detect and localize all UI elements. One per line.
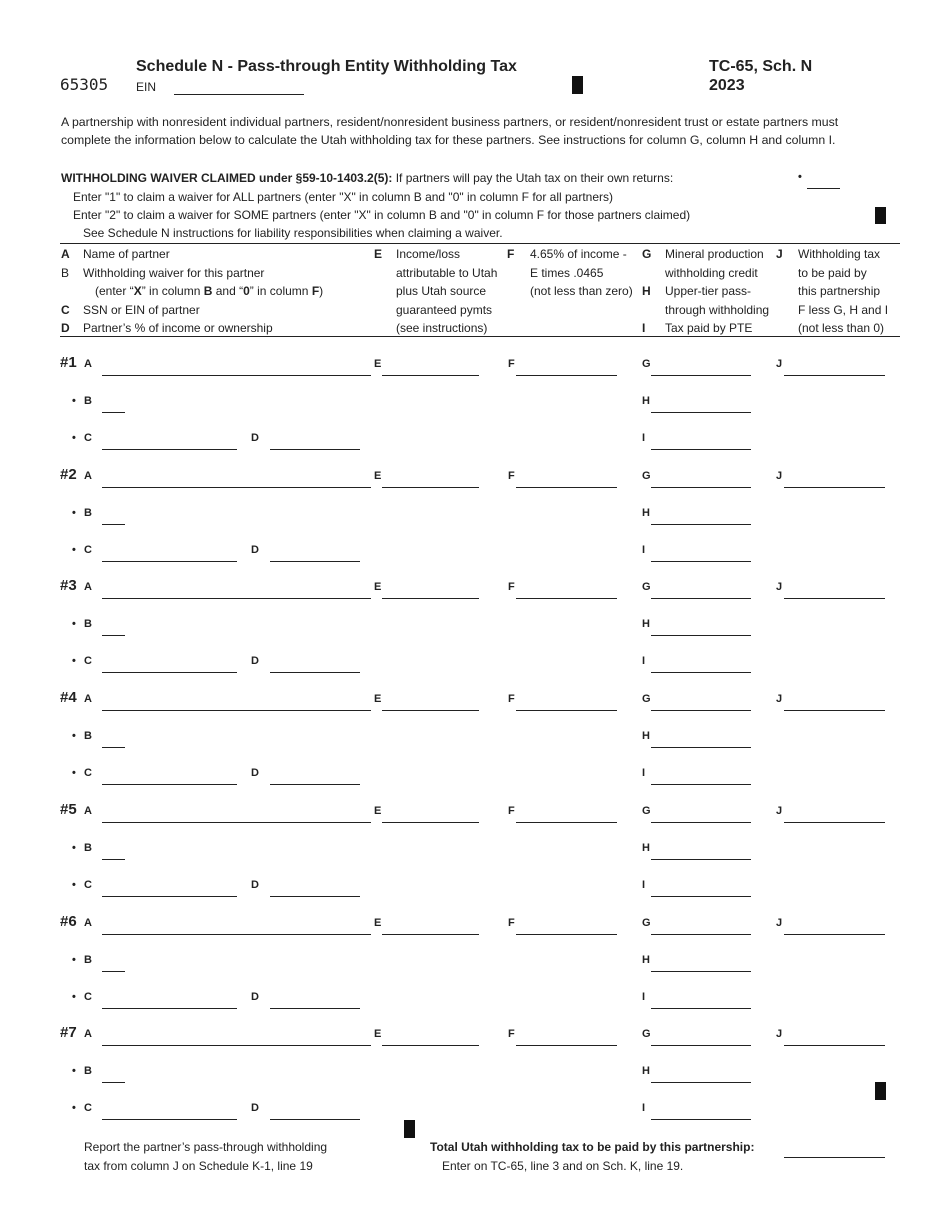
waiver-input[interactable] [102, 955, 125, 972]
income-input[interactable] [382, 694, 479, 711]
col-g-key: G [642, 247, 652, 261]
ownership-percent-input[interactable] [270, 768, 360, 785]
col-ghi-label: Mineral production withholding credit Upper-tier pass- through withholding Tax paid by PTE [665, 247, 770, 336]
income-input[interactable] [382, 471, 479, 488]
partner-number: #4 [60, 689, 77, 706]
income-input[interactable] [382, 1029, 479, 1046]
scan-mark [404, 1120, 415, 1138]
label-b: B [84, 507, 92, 519]
ownership-percent-input[interactable] [270, 433, 360, 450]
form-title: Schedule N - Pass-through Entity Withholding Tax [136, 58, 517, 75]
bullet: • [72, 1102, 76, 1114]
mineral-credit-input[interactable] [651, 359, 751, 376]
col-e-label: Income/loss attributable to Utah plus Utah source guaranteed pymts (see instructions) [396, 247, 498, 336]
bullet: • [72, 544, 76, 556]
footer-note-1: Report the partner’s pass-through withholding [84, 1140, 328, 1154]
waiver-title: WITHHOLDING WAIVER CLAIMED under §59-10-1403.2(5): [61, 171, 393, 185]
label-d: D [251, 432, 259, 444]
partner-name-input[interactable] [102, 694, 371, 711]
bullet: • [72, 767, 76, 779]
label-h: H [642, 507, 650, 519]
partner-number: #2 [60, 466, 77, 483]
label-d: D [251, 991, 259, 1003]
bullet: • [72, 954, 76, 966]
label-e: E [374, 1028, 382, 1040]
ownership-percent-input[interactable] [270, 1103, 360, 1120]
col-d-label: Partner’s % of income or ownership [83, 321, 273, 336]
label-c: C [84, 991, 92, 1003]
bullet: • [72, 842, 76, 854]
label-i: I [642, 1102, 646, 1114]
ein-input[interactable] [174, 78, 304, 95]
label-d: D [251, 879, 259, 891]
waiver-bullet: • [798, 171, 802, 183]
label-e: E [374, 805, 382, 817]
label-g: G [642, 917, 651, 929]
ein-label: EIN [136, 80, 157, 94]
col-e-key: E [374, 247, 383, 261]
label-a: A [84, 1028, 92, 1040]
label-c: C [84, 879, 92, 891]
label-f: F [508, 470, 515, 482]
waiver-line-3: See Schedule N instructions for liability responsibilities when claiming a waiver. [83, 226, 503, 240]
label-j: J [776, 581, 783, 593]
ownership-percent-input[interactable] [270, 656, 360, 673]
bullet: • [72, 1065, 76, 1077]
total-withholding-input[interactable] [784, 1141, 885, 1158]
income-input[interactable] [382, 582, 479, 599]
waiver-input[interactable] [102, 843, 125, 860]
label-i: I [642, 991, 646, 1003]
label-e: E [374, 470, 382, 482]
label-j: J [776, 693, 783, 705]
partner-name-input[interactable] [102, 582, 371, 599]
label-c: C [84, 1102, 92, 1114]
partner-name-input[interactable] [102, 359, 371, 376]
income-input[interactable] [382, 806, 479, 823]
col-a-label: Name of partner [83, 247, 170, 261]
col-c-label: SSN or EIN of partner [83, 302, 200, 317]
label-h: H [642, 954, 650, 966]
label-d: D [251, 655, 259, 667]
col-i-key: I [642, 321, 646, 335]
withholding-tax-input[interactable] [784, 1029, 885, 1046]
label-j: J [776, 470, 783, 482]
tax-paid-input[interactable] [651, 656, 751, 673]
withholding-tax-input[interactable] [784, 582, 885, 599]
scan-mark [875, 207, 886, 224]
label-a: A [84, 693, 92, 705]
label-c: C [84, 655, 92, 667]
label-a: A [84, 581, 92, 593]
total-instructions: Enter on TC-65, line 3 and on Sch. K, line 19. [442, 1159, 684, 1173]
label-e: E [374, 693, 382, 705]
bullet: • [72, 395, 76, 407]
withholding-calc-input[interactable] [516, 806, 617, 823]
col-b-label: Withholding waiver for this partner [83, 265, 265, 280]
tax-paid-input[interactable] [651, 545, 751, 562]
upper-tier-input[interactable] [651, 508, 751, 525]
label-f: F [508, 581, 515, 593]
label-b: B [84, 1065, 92, 1077]
waiver-input[interactable] [102, 396, 125, 413]
label-i: I [642, 879, 646, 891]
label-f: F [508, 358, 515, 370]
mineral-credit-input[interactable] [651, 694, 751, 711]
label-j: J [776, 805, 783, 817]
waiver-title-rest: If partners will pay the Utah tax on their own returns: [392, 171, 674, 185]
form-id: TC-65, Sch. N [709, 58, 813, 75]
bullet: • [72, 507, 76, 519]
mineral-credit-input[interactable] [651, 918, 751, 935]
ssn-ein-input[interactable] [102, 992, 237, 1009]
income-input[interactable] [382, 359, 479, 376]
partner-name-input[interactable] [102, 918, 371, 935]
intro-line-1: A partnership with nonresident individual partners, resident/nonresident business partners, or resident/nonresident trust or estate partners must [61, 115, 839, 129]
label-g: G [642, 693, 651, 705]
label-f: F [508, 917, 515, 929]
ssn-ein-input[interactable] [102, 768, 237, 785]
scan-mark [875, 1082, 886, 1100]
waiver-input[interactable] [102, 731, 125, 748]
withholding-tax-input[interactable] [784, 806, 885, 823]
upper-tier-input[interactable] [651, 396, 751, 413]
label-f: F [508, 1028, 515, 1040]
ssn-ein-input[interactable] [102, 656, 237, 673]
waiver-line-2: Enter "2" to claim a waiver for SOME partners (enter "X" in column B and "0" in column F for those partners claimed) [73, 208, 691, 222]
tax-paid-input[interactable] [651, 880, 751, 897]
label-c: C [84, 432, 92, 444]
waiver-input[interactable] [102, 508, 125, 525]
label-d: D [251, 544, 259, 556]
mineral-credit-input[interactable] [651, 1029, 751, 1046]
label-i: I [642, 432, 646, 444]
label-g: G [642, 358, 651, 370]
label-a: A [84, 805, 92, 817]
label-i: I [642, 655, 646, 667]
waiver-heading [61, 171, 673, 185]
withholding-calc-input[interactable] [516, 471, 617, 488]
upper-tier-input[interactable] [651, 1066, 751, 1083]
bullet: • [72, 618, 76, 630]
withholding-tax-input[interactable] [784, 359, 885, 376]
label-j: J [776, 1028, 783, 1040]
ssn-ein-input[interactable] [102, 433, 237, 450]
col-f-key: F [507, 247, 515, 261]
col-h-key: H [642, 284, 651, 298]
label-e: E [374, 581, 382, 593]
bullet: • [72, 730, 76, 742]
col-j-label: Withholding tax to be paid by this partnership F less G, H and I (not less than 0) [798, 247, 889, 336]
bullet: • [72, 991, 76, 1003]
total-label: Total Utah withholding tax to be paid by this partnership: [430, 1140, 755, 1154]
withholding-calc-input[interactable] [516, 359, 617, 376]
mineral-credit-input[interactable] [651, 806, 751, 823]
intro-line-2: complete the information below to calculate the Utah withholding tax for these partners. See instructions for column G, column H and column I. [61, 133, 836, 147]
tax-paid-input[interactable] [651, 992, 751, 1009]
bullet: • [72, 655, 76, 667]
upper-tier-input[interactable] [651, 731, 751, 748]
partner-number: #5 [60, 801, 77, 818]
bullet: • [72, 432, 76, 444]
withholding-tax-input[interactable] [784, 471, 885, 488]
col-f-label: 4.65% of income - E times .0465 (not less than zero) [530, 247, 633, 299]
tax-year: 2023 [709, 77, 745, 94]
header-top-rule [60, 243, 900, 244]
ssn-ein-input[interactable] [102, 545, 237, 562]
withholding-calc-input[interactable] [516, 582, 617, 599]
income-input[interactable] [382, 918, 479, 935]
ownership-percent-input[interactable] [270, 992, 360, 1009]
label-h: H [642, 1065, 650, 1077]
upper-tier-input[interactable] [651, 619, 751, 636]
ssn-ein-input[interactable] [102, 1103, 237, 1120]
mineral-credit-input[interactable] [651, 582, 751, 599]
label-g: G [642, 805, 651, 817]
tax-paid-input[interactable] [651, 1103, 751, 1120]
label-b: B [84, 395, 92, 407]
label-b: B [84, 842, 92, 854]
ownership-percent-input[interactable] [270, 545, 360, 562]
label-f: F [508, 805, 515, 817]
label-j: J [776, 917, 783, 929]
partner-number: #7 [60, 1024, 77, 1041]
form-code: 65305 [60, 75, 109, 94]
col-b-note: (enter “X” in column B and “0” in column F) [95, 284, 324, 299]
partner-number: #3 [60, 577, 77, 594]
withholding-calc-input[interactable] [516, 1029, 617, 1046]
label-b: B [84, 730, 92, 742]
label-h: H [642, 618, 650, 630]
ssn-ein-input[interactable] [102, 880, 237, 897]
withholding-calc-input[interactable] [516, 918, 617, 935]
label-h: H [642, 730, 650, 742]
label-b: B [84, 954, 92, 966]
label-h: H [642, 842, 650, 854]
label-a: A [84, 470, 92, 482]
partner-number: #1 [60, 354, 77, 371]
label-j: J [776, 358, 783, 370]
scan-mark [572, 76, 583, 94]
partner-number: #6 [60, 913, 77, 930]
ownership-percent-input[interactable] [270, 880, 360, 897]
bullet: • [72, 879, 76, 891]
label-e: E [374, 358, 382, 370]
label-c: C [84, 767, 92, 779]
label-i: I [642, 544, 646, 556]
waiver-code-input[interactable] [807, 172, 840, 189]
waiver-input[interactable] [102, 1066, 125, 1083]
withholding-tax-input[interactable] [784, 918, 885, 935]
label-g: G [642, 1028, 651, 1040]
tax-paid-input[interactable] [651, 768, 751, 785]
waiver-line-1: Enter "1" to claim a waiver for ALL partners (enter "X" in column B and "0" in column F for all partners) [73, 190, 614, 204]
label-a: A [84, 358, 92, 370]
label-e: E [374, 917, 382, 929]
label-a: A [84, 917, 92, 929]
column-header-a-d: A Name of partner B Withholding waiver for this partner (enter “X” in column B and “0” in column F) C SSN or EIN of partner D Partner’s % of income or ownership [61, 247, 324, 336]
col-j-key: J [776, 247, 783, 261]
label-f: F [508, 693, 515, 705]
tax-paid-input[interactable] [651, 433, 751, 450]
label-g: G [642, 470, 651, 482]
footer-note-2: tax from column J on Schedule K-1, line 19 [84, 1159, 313, 1173]
partner-name-input[interactable] [102, 1029, 371, 1046]
label-g: G [642, 581, 651, 593]
label-i: I [642, 767, 646, 779]
label-c: C [84, 544, 92, 556]
withholding-calc-input[interactable] [516, 694, 617, 711]
label-b: B [84, 618, 92, 630]
upper-tier-input[interactable] [651, 843, 751, 860]
partner-name-input[interactable] [102, 471, 371, 488]
upper-tier-input[interactable] [651, 955, 751, 972]
withholding-tax-input[interactable] [784, 694, 885, 711]
waiver-input[interactable] [102, 619, 125, 636]
mineral-credit-input[interactable] [651, 471, 751, 488]
label-h: H [642, 395, 650, 407]
label-d: D [251, 767, 259, 779]
partner-name-input[interactable] [102, 806, 371, 823]
label-d: D [251, 1102, 259, 1114]
